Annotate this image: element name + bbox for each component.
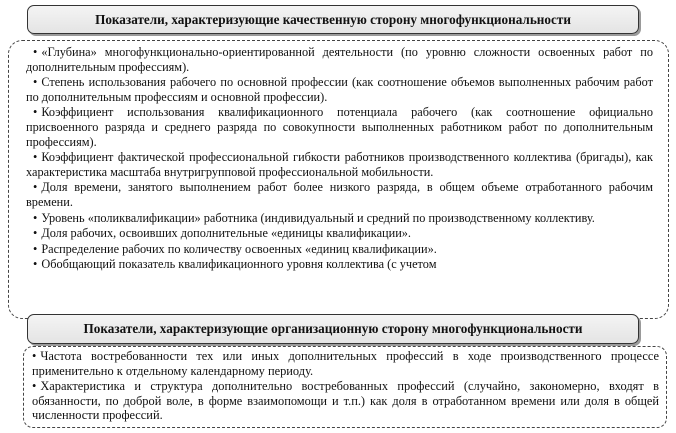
bullet-icon: • — [33, 75, 38, 90]
list-item — [26, 105, 653, 149]
qualitative-indicators-title: Показатели, характеризующие качественную сторону многофункциональности — [95, 11, 571, 27]
bullet-icon: • — [32, 379, 37, 394]
list-item-text: Степень использования рабочего по основной профессии (как соотношение объемов выполненных рабочим работ по дополнительным профессиям и основной профессии). — [26, 75, 653, 104]
list-item-text: Доля рабочих, освоивших дополнительные «единицы квалификации». — [41, 226, 411, 241]
list-item-text: Коэффициент фактической профессиональной гибкости работников производственного коллектива (бригады), как характеристика масштаба внутригрупповой профессиональной мобильности. — [26, 150, 653, 179]
list-item-text: Частота востребованности тех или иных дополнительных профессий в ходе производственного процессе применительно к отдельному календарному периоду. — [32, 349, 659, 378]
list-item-text: Распределение рабочих по количеству освоенных «единиц квалификации». — [41, 241, 437, 256]
bullet-icon: • — [33, 105, 38, 120]
list-item — [26, 45, 653, 74]
bullet-icon: • — [33, 45, 38, 59]
bullet-icon: • — [33, 210, 38, 225]
list-item-text: «Глубина» многофункционально-ориентированной деятельности (по уровню сложности освоенных работ по дополнительным профессиям). — [26, 45, 653, 74]
qualitative-indicators-header — [27, 5, 639, 34]
list-item — [26, 242, 653, 257]
list-item-text: Коэффициент использования квалификационного потенциала рабочего (как соотношение официально присвоенного разряда и среднего разряда по совокупности выполненных работником работ по дополнительным профессиям). — [26, 105, 653, 149]
list-item-text: Уровень «поликвалификации» работника (индивидуальный и средний по производственному коллективу. — [41, 210, 595, 225]
list-item — [26, 180, 653, 209]
list-item-text: Доля времени, занятого выполнением работ более низкого разряда, в общем объеме отработанного рабочим времени. — [26, 180, 653, 209]
bullet-icon: • — [33, 180, 38, 195]
qualitative-indicators-list — [9, 41, 668, 272]
bullet-icon: • — [33, 241, 38, 256]
list-item — [26, 226, 653, 241]
list-item — [26, 75, 653, 104]
list-item — [32, 379, 659, 423]
bullet-icon: • — [33, 257, 38, 272]
organizational-indicators-list — [24, 347, 666, 423]
list-item-text: Характеристика и структура дополнительно востребованных профессий (случайно, закономерно, входят в обязанности, по доброй воле, в форме взаимопомощи и т.п.) как доля в отработанном времени или доля в общей численности профессий. — [32, 379, 659, 423]
list-item — [26, 257, 653, 272]
qualitative-indicators-box — [8, 40, 669, 319]
organizational-indicators-title: Показатели, характеризующие организационную сторону многофункциональности — [83, 321, 583, 336]
bullet-icon: • — [32, 349, 37, 363]
list-item — [26, 150, 653, 179]
bullet-icon: • — [33, 226, 38, 241]
list-item — [26, 211, 653, 226]
list-item — [32, 349, 659, 378]
organizational-indicators-box — [23, 346, 667, 428]
bullet-icon: • — [33, 150, 38, 165]
organizational-indicators-header — [27, 314, 639, 344]
list-item-text: Обобщающий показатель квалификационного уровня коллектива (с учетом — [41, 257, 437, 272]
